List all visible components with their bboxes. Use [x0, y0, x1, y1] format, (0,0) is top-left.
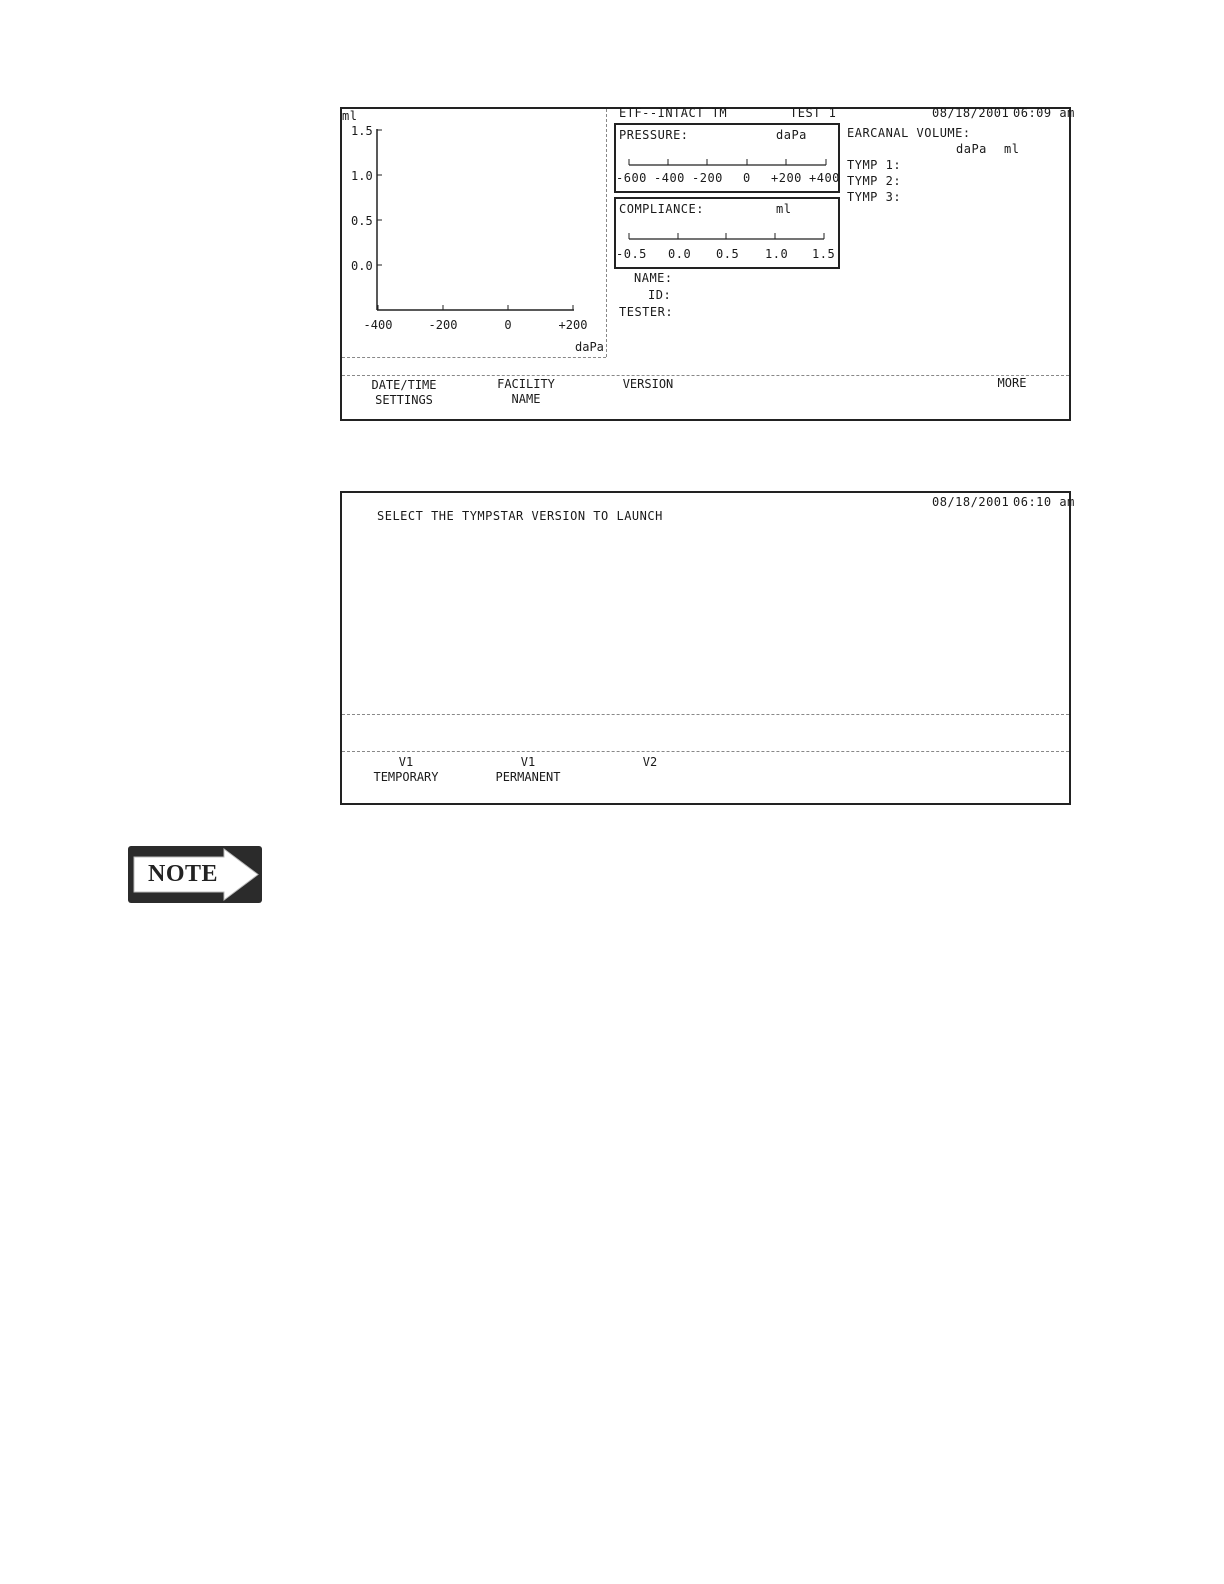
tympstar-main-screen [340, 106, 1075, 421]
compliance-unit: ml [776, 202, 792, 216]
header-time: 06:09 am [1013, 106, 1075, 120]
y-tick-label: 1.0 [351, 169, 373, 183]
x-tick-label: -400 [363, 318, 393, 332]
test-number: TEST 1 [790, 106, 837, 120]
divider-lower [342, 751, 1069, 752]
softkey-label: V1 [398, 755, 414, 769]
y-tick-label: 0.0 [351, 259, 373, 273]
tester-label: TESTER: [619, 305, 674, 319]
compliance-tick-label: 1.5 [812, 247, 836, 261]
more-softkey[interactable] [974, 376, 1050, 391]
pressure-tick-label: -600 [616, 171, 647, 185]
graph-bottom-divider [342, 357, 606, 358]
tymp-2-label: TYMP 2: [847, 174, 902, 188]
y-tick-label: 1.5 [351, 124, 373, 138]
softkey-label: VERSION [622, 377, 674, 391]
v2-softkey[interactable] [610, 755, 690, 770]
pressure-label: PRESSURE: [619, 128, 689, 142]
softkey-label: PERMANENT [495, 770, 561, 784]
x-tick-label: 0 [504, 318, 512, 332]
pressure-tick-label: 0 [743, 171, 751, 185]
softkey-label: NAME [511, 392, 541, 406]
pressure-tick-label: +200 [771, 171, 802, 185]
facility-name-softkey[interactable] [486, 377, 566, 407]
pressure-panel [614, 123, 840, 193]
tympanogram-graph [342, 109, 608, 357]
v1-permanent-softkey[interactable] [488, 755, 568, 785]
pressure-scale [616, 155, 838, 185]
tymp-3-label: TYMP 3: [847, 190, 902, 204]
datetime-settings-softkey[interactable] [364, 378, 444, 408]
test-type: ETF--INTACT TM [619, 106, 728, 120]
earcanal-unit-ml: ml [1004, 142, 1020, 156]
softkey-label: DATE/TIME [371, 378, 437, 392]
earcanal-unit-dapa: daPa [956, 142, 987, 156]
softkey-label: V1 [520, 755, 536, 769]
y-tick-label: 0.5 [351, 214, 373, 228]
compliance-tick-label: -0.5 [616, 247, 647, 261]
note-label: NOTE [148, 861, 219, 887]
pressure-tick-label: -400 [654, 171, 685, 185]
pressure-unit: daPa [776, 128, 807, 142]
tymp-1-label: TYMP 1: [847, 158, 902, 172]
graph-x-unit: daPa [575, 340, 604, 354]
compliance-label: COMPLIANCE: [619, 202, 704, 216]
x-tick-label: -200 [428, 318, 458, 332]
softkey-label: SETTINGS [375, 393, 433, 407]
compliance-tick-label: 0.5 [716, 247, 740, 261]
x-tick-label: +200 [558, 318, 588, 332]
softkey-label: FACILITY [497, 377, 555, 391]
softkey-label: V2 [642, 755, 658, 769]
header-date: 08/18/2001 [932, 106, 1010, 120]
patient-id-label: ID: [648, 288, 672, 302]
softkey-divider [342, 375, 1069, 376]
compliance-tick-label: 0.0 [668, 247, 692, 261]
graph-divider [606, 109, 607, 357]
version-prompt: SELECT THE TYMPSTAR VERSION TO LAUNCH [377, 509, 663, 523]
softkey-label: MORE [997, 376, 1027, 390]
compliance-tick-label: 1.0 [765, 247, 789, 261]
screen2-time: 06:10 am [1013, 495, 1075, 509]
pressure-tick-label: -200 [692, 171, 723, 185]
pressure-tick-label: +400 [809, 171, 840, 185]
earcanal-volume-label: EARCANAL VOLUME: [847, 126, 971, 140]
graph-y-unit: ml [342, 109, 358, 123]
version-select-screen [340, 491, 1075, 805]
version-softkey[interactable] [608, 377, 688, 392]
v1-temporary-softkey[interactable] [366, 755, 446, 785]
softkey-label: TEMPORARY [373, 770, 439, 784]
patient-name-label: NAME: [634, 271, 673, 285]
note-badge [128, 846, 262, 903]
compliance-panel [614, 197, 840, 269]
divider-upper [342, 714, 1069, 715]
screen2-date: 08/18/2001 [932, 495, 1010, 509]
